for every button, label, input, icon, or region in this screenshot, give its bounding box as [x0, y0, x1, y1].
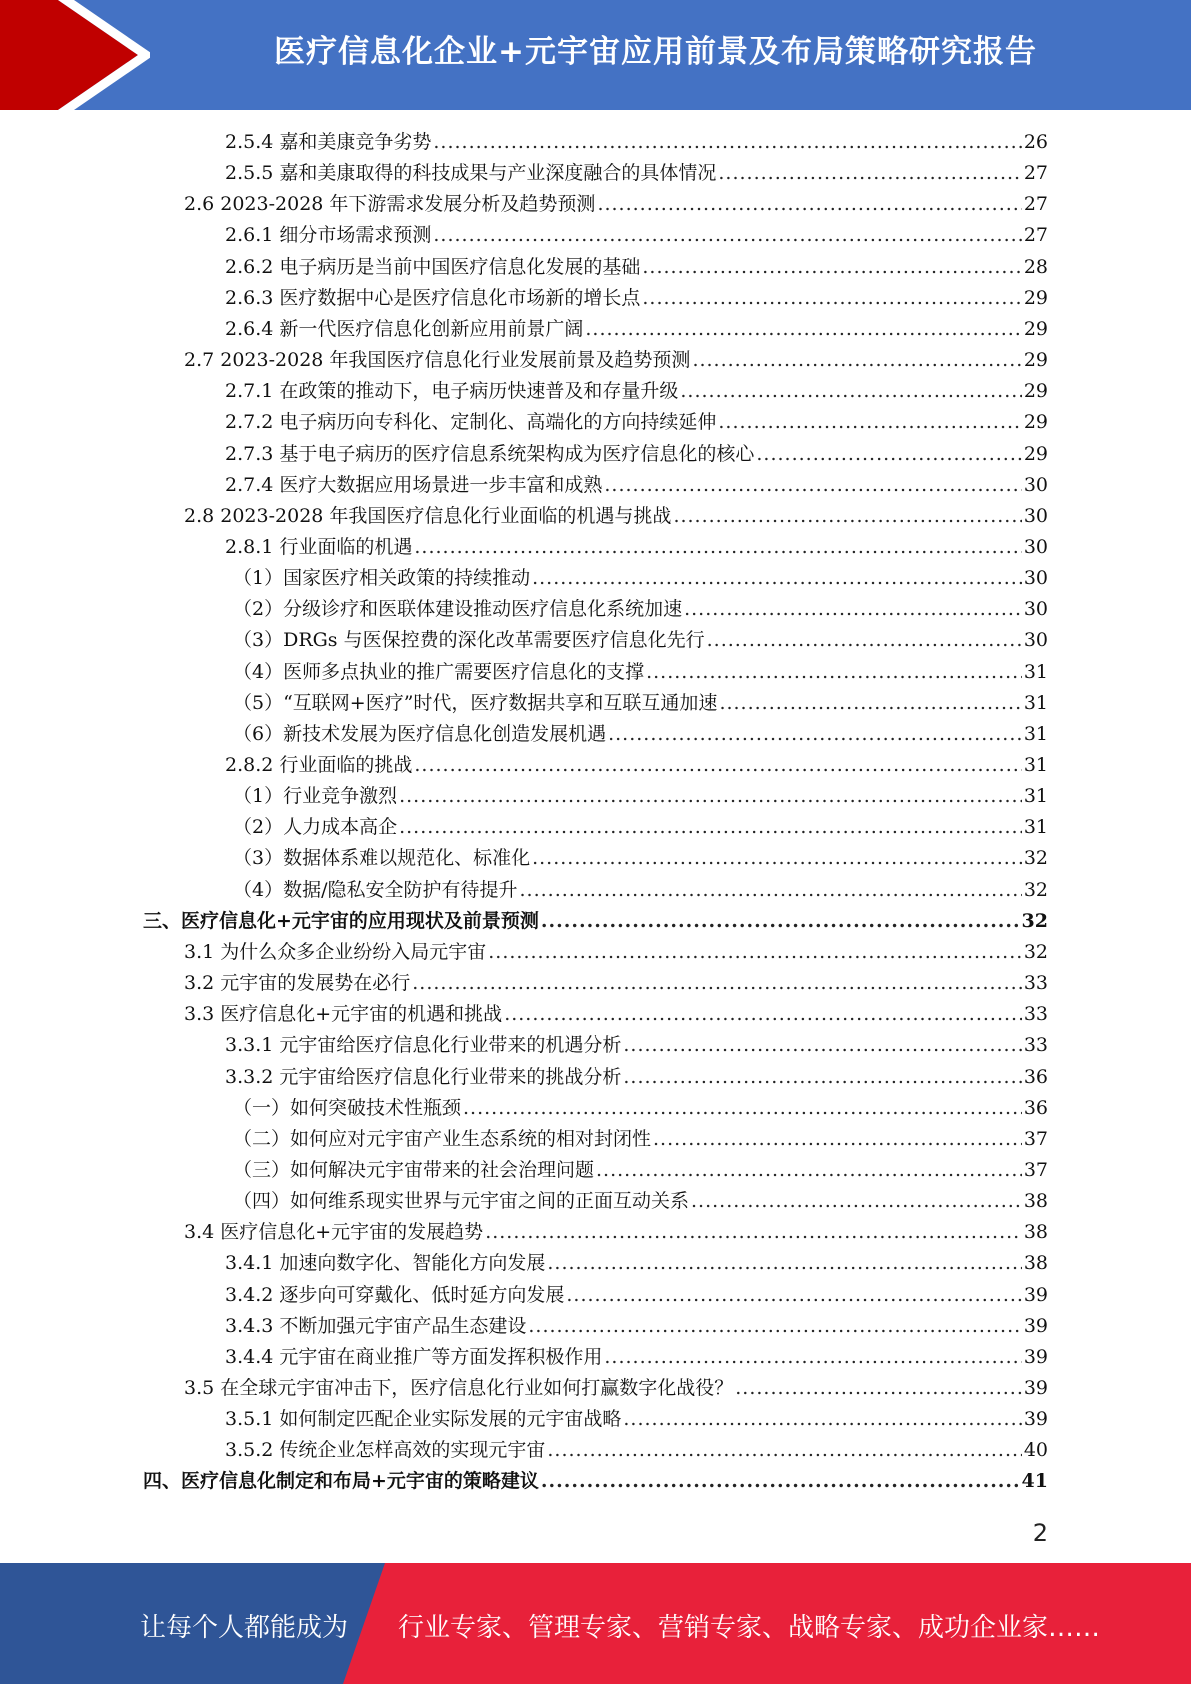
toc-entry-page: 29 — [1023, 411, 1048, 434]
toc-entry[interactable] — [225, 158, 1048, 189]
toc-entry-page: 32 — [1023, 847, 1048, 870]
toc-entry-label: （4）数据/隐私安全防护有待提升 — [233, 878, 518, 901]
toc-entry-label: 3.3 医疗信息化+元宇宙的机遇和挑战 — [184, 1003, 503, 1026]
toc-entry-label: （四）如何维系现实世界与元宇宙之间的正面互动关系 — [233, 1190, 690, 1213]
header-chevron-icon — [0, 0, 150, 110]
toc-entry-page: 38 — [1023, 1190, 1048, 1213]
toc-leader-dots — [718, 407, 1021, 438]
toc-leader-dots — [566, 1280, 1021, 1311]
toc-entry[interactable] — [225, 252, 1048, 283]
toc-entry-page: 39 — [1023, 1314, 1048, 1337]
toc-entry-page: 39 — [1023, 1283, 1048, 1306]
toc-entry-label: 2.6.4 新一代医疗信息化创新应用前景广阔 — [225, 317, 584, 340]
toc-entry[interactable] — [233, 688, 1048, 719]
toc-entry-page: 39 — [1023, 1408, 1048, 1431]
toc-entry[interactable] — [233, 719, 1048, 750]
footer-slogan-left: 让每个人都能成为 — [140, 1613, 349, 1643]
toc-entry-page: 36 — [1023, 1065, 1048, 1088]
toc-entry[interactable] — [184, 501, 1048, 532]
toc-leader-dots — [642, 252, 1021, 283]
toc-entry-page: 31 — [1023, 660, 1048, 683]
toc-entry[interactable] — [225, 1342, 1048, 1373]
toc-entry-page: 30 — [1023, 598, 1048, 621]
toc-entry-label: （1）国家医疗相关政策的持续推动 — [233, 567, 531, 590]
toc-entry-page: 30 — [1023, 629, 1048, 652]
toc-entry[interactable] — [184, 968, 1048, 999]
toc-entry-label: 3.4.2 逐步向可穿戴化、低时延方向发展 — [225, 1283, 565, 1306]
toc-entry-page: 40 — [1023, 1439, 1048, 1462]
toc-leader-dots — [399, 812, 1022, 843]
toc-entry[interactable] — [225, 532, 1048, 563]
toc-leader-dots — [718, 158, 1021, 189]
toc-entry-page: 27 — [1023, 193, 1048, 216]
toc-entry-page: 29 — [1023, 349, 1048, 372]
toc-entry-label: 2.8 2023-2028 年我国医疗信息化行业面临的机遇与挑战 — [184, 504, 672, 527]
toc-entry[interactable] — [225, 439, 1048, 470]
toc-leader-dots — [596, 1155, 1022, 1186]
toc-leader-dots — [653, 1124, 1022, 1155]
toc-entry-label: 3.5.1 如何制定匹配企业实际发展的元宇宙战略 — [225, 1408, 622, 1431]
toc-entry-label: （3）DRGs 与医保控费的深化改革需要医疗信息化先行 — [233, 629, 705, 652]
toc-entry[interactable] — [184, 1217, 1048, 1248]
toc-entry-label: 2.6 2023-2028 年下游需求发展分析及趋势预测 — [184, 193, 596, 216]
toc-leader-dots — [604, 470, 1021, 501]
toc-entry-label: （三）如何解决元宇宙带来的社会治理问题 — [233, 1158, 595, 1181]
toc-entry-page: 32 — [1023, 878, 1048, 901]
toc-entry-label: 2.7.4 医疗大数据应用场景进一步丰富和成熟 — [225, 473, 603, 496]
toc-leader-dots — [463, 1093, 1022, 1124]
toc-entry-label: 2.7 2023-2028 年我国医疗信息化行业发展前景及趋势预测 — [184, 349, 691, 372]
toc-leader-dots — [597, 189, 1021, 220]
toc-leader-dots — [680, 376, 1021, 407]
toc-entry-page: 26 — [1023, 131, 1048, 153]
toc-entry-label: （二）如何应对元宇宙产业生态系统的相对封闭性 — [233, 1127, 652, 1150]
toc-entry-label: 3.4.3 不断加强元宇宙产品生态建设 — [225, 1314, 527, 1337]
toc-entry-label: 三、医疗信息化+元宇宙的应用现状及前景预测 — [143, 909, 539, 932]
toc-entry[interactable] — [184, 937, 1048, 968]
toc-entry-label: （一）如何突破技术性瓶颈 — [233, 1096, 462, 1119]
toc-entry[interactable] — [225, 1404, 1048, 1435]
toc-entry-page: 36 — [1023, 1096, 1048, 1119]
toc-leader-dots — [399, 781, 1022, 812]
toc-leader-dots — [547, 1248, 1021, 1279]
toc-entry[interactable] — [233, 594, 1048, 625]
toc-leader-dots — [532, 563, 1022, 594]
toc-entry[interactable] — [143, 1466, 1048, 1497]
toc-leader-dots — [604, 1342, 1021, 1373]
toc-entry-label: 2.8.1 行业面临的机遇 — [225, 535, 413, 558]
toc-leader-dots — [528, 1311, 1021, 1342]
toc-entry[interactable] — [225, 283, 1048, 314]
toc-entry-label: 2.7.3 基于电子病历的医疗信息系统架构成为医疗信息化的核心 — [225, 442, 755, 465]
toc-leader-dots — [608, 719, 1022, 750]
toc-entry[interactable] — [233, 1186, 1048, 1217]
toc-entry[interactable] — [225, 1062, 1048, 1093]
toc-entry-page: 38 — [1023, 1221, 1048, 1244]
toc-entry[interactable] — [225, 750, 1048, 781]
toc-entry-page: 39 — [1023, 1377, 1048, 1399]
toc-leader-dots — [488, 937, 1022, 968]
toc-entry[interactable] — [225, 407, 1048, 438]
toc-entry-label: 3.5.2 传统企业怎样高效的实现元宇宙 — [225, 1439, 546, 1462]
toc-entry-label: 3.2 元宇宙的发展势在必行 — [184, 972, 411, 995]
toc-leader-dots — [585, 314, 1021, 345]
toc-entry[interactable] — [233, 1093, 1048, 1124]
toc-entry-page: 30 — [1023, 504, 1048, 527]
toc-leader-dots — [504, 999, 1022, 1030]
toc-leader-dots — [433, 127, 1021, 158]
toc-leader-dots — [735, 1373, 1022, 1404]
toc-leader-dots — [541, 1466, 1020, 1497]
toc-entry-page: 37 — [1023, 1127, 1048, 1150]
toc-entry[interactable] — [233, 625, 1048, 656]
footer-slogan-right: 行业专家、管理专家、营销专家、战略专家、成功企业家…… — [398, 1613, 1101, 1643]
toc-entry[interactable] — [225, 1280, 1048, 1311]
toc-entry-page: 31 — [1023, 722, 1048, 745]
toc-leader-dots — [707, 625, 1022, 656]
toc-leader-dots — [756, 439, 1021, 470]
toc-entry[interactable] — [225, 470, 1048, 501]
toc-entry-page: 33 — [1023, 972, 1048, 995]
toc-entry[interactable] — [225, 127, 1048, 158]
toc-leader-dots — [623, 1030, 1021, 1061]
toc-entry[interactable] — [233, 563, 1048, 594]
toc-leader-dots — [692, 345, 1021, 376]
toc-entry-page: 27 — [1023, 162, 1048, 185]
toc-entry-label: 2.7.1 在政策的推动下，电子病历快速普及和存量升级 — [225, 380, 679, 403]
toc-entry[interactable] — [225, 1248, 1048, 1279]
toc-leader-dots — [719, 688, 1021, 719]
toc-entry-label: 2.5.4 嘉和美康竞争劣势 — [225, 131, 432, 153]
toc-leader-dots — [532, 843, 1022, 874]
toc-entry-label: 3.4 医疗信息化+元宇宙的发展趋势 — [184, 1221, 484, 1244]
toc-entry[interactable] — [233, 781, 1048, 812]
toc-entry-label: 3.3.2 元宇宙给医疗信息化行业带来的挑战分析 — [225, 1065, 622, 1088]
toc-leader-dots — [414, 750, 1021, 781]
toc-entry-page: 28 — [1023, 255, 1048, 278]
toc-entry[interactable] — [233, 1155, 1048, 1186]
page-footer — [0, 1563, 1191, 1684]
toc-entry[interactable] — [225, 1311, 1048, 1342]
toc-entry-page: 27 — [1023, 224, 1048, 247]
toc-entry[interactable] — [184, 999, 1048, 1030]
toc-entry[interactable] — [225, 1030, 1048, 1061]
toc-leader-dots — [412, 968, 1022, 999]
toc-entry-page: 33 — [1023, 1003, 1048, 1026]
toc-entry-page: 30 — [1023, 567, 1048, 590]
toc-entry[interactable] — [184, 345, 1048, 376]
toc-entry[interactable] — [184, 1373, 1048, 1404]
page-header — [0, 0, 1191, 110]
toc-entry[interactable] — [184, 189, 1048, 220]
toc-leader-dots — [433, 220, 1021, 251]
toc-entry-label: （1）行业竞争激烈 — [233, 785, 398, 808]
toc-entry-page: 32 — [1023, 940, 1048, 963]
toc-entry-page: 41 — [1021, 1470, 1048, 1493]
toc-entry[interactable] — [225, 376, 1048, 407]
toc-entry-page: 29 — [1023, 317, 1048, 340]
toc-entry[interactable] — [233, 812, 1048, 843]
toc-entry-page: 31 — [1023, 785, 1048, 808]
toc-entry-page: 38 — [1023, 1252, 1048, 1275]
toc-entry-page: 29 — [1023, 286, 1048, 309]
report-title: 医疗信息化企业+元宇宙应用前景及布局策略研究报告 — [274, 34, 1037, 70]
toc-entry-label: 2.5.5 嘉和美康取得的科技成果与产业深度融合的具体情况 — [225, 162, 717, 185]
toc-entry-page: 30 — [1023, 535, 1048, 558]
toc-entry-label: 四、医疗信息化制定和布局+元宇宙的策略建议 — [143, 1470, 539, 1493]
toc-entry-page: 32 — [1021, 909, 1048, 932]
toc-entry-label: （6）新技术发展为医疗信息化创造发展机遇 — [233, 722, 607, 745]
toc-leader-dots — [623, 1062, 1021, 1093]
toc-entry-label: 3.1 为什么众多企业纷纷入局元宇宙 — [184, 940, 487, 963]
toc-entry[interactable] — [233, 657, 1048, 688]
toc-leader-dots — [485, 1217, 1022, 1248]
toc-entry-page: 33 — [1023, 1034, 1048, 1057]
toc-leader-dots — [623, 1404, 1021, 1435]
toc-entry[interactable] — [225, 220, 1048, 251]
toc-entry[interactable] — [143, 906, 1048, 937]
toc-entry-label: 2.6.3 医疗数据中心是医疗信息化市场新的增长点 — [225, 286, 641, 309]
toc-entry-page: 29 — [1023, 442, 1048, 465]
toc-entry-label: 2.8.2 行业面临的挑战 — [225, 754, 413, 776]
toc-entry-label: 3.3.1 元宇宙给医疗信息化行业带来的机遇分析 — [225, 1034, 622, 1057]
page-number: 2 — [1032, 1519, 1048, 1547]
toc-entry-label: 3.5 在全球元宇宙冲击下，医疗信息化行业如何打赢数字化战役？ — [184, 1377, 734, 1399]
toc-leader-dots — [684, 594, 1022, 625]
toc-entry-label: 2.7.2 电子病历向专科化、定制化、高端化的方向持续延伸 — [225, 411, 717, 434]
toc-leader-dots — [541, 906, 1020, 937]
toc-entry-page: 29 — [1023, 380, 1048, 403]
toc-leader-dots — [642, 283, 1021, 314]
toc-entry-page: 37 — [1023, 1158, 1048, 1181]
toc-leader-dots — [547, 1435, 1021, 1466]
toc-entry-label: （3）数据体系难以规范化、标准化 — [233, 847, 531, 870]
toc-entry-page: 31 — [1023, 754, 1048, 776]
toc-entry-page: 30 — [1023, 473, 1048, 496]
toc-entry[interactable] — [225, 314, 1048, 345]
toc-entry-label: （2）人力成本高企 — [233, 816, 398, 839]
toc-entry-label: （2）分级诊疗和医联体建设推动医疗信息化系统加速 — [233, 598, 683, 621]
toc-leader-dots — [646, 657, 1022, 688]
toc-entry-page: 31 — [1023, 691, 1048, 714]
toc-leader-dots — [520, 875, 1022, 906]
toc-entry[interactable] — [233, 1124, 1048, 1155]
toc-entry[interactable] — [233, 875, 1048, 906]
toc-entry-label: （5）“互联网+医疗”时代，医疗数据共享和互联互通加速 — [233, 691, 718, 714]
toc-entry-page: 31 — [1023, 816, 1048, 839]
toc-leader-dots — [673, 501, 1021, 532]
toc-entry-label: 2.6.2 电子病历是当前中国医疗信息化发展的基础 — [225, 255, 641, 278]
toc-entry-label: 2.6.1 细分市场需求预测 — [225, 224, 432, 247]
toc-entry[interactable] — [225, 1435, 1048, 1466]
toc-entry-label: （4）医师多点执业的推广需要医疗信息化的支撑 — [233, 660, 645, 683]
toc-leader-dots — [691, 1186, 1022, 1217]
toc-entry-label: 3.4.1 加速向数字化、智能化方向发展 — [225, 1252, 546, 1275]
toc-entry[interactable] — [233, 843, 1048, 874]
toc-leader-dots — [414, 532, 1021, 563]
toc-entry-page: 39 — [1023, 1345, 1048, 1368]
toc-entry-label: 3.4.4 元宇宙在商业推广等方面发挥积极作用 — [225, 1345, 603, 1368]
